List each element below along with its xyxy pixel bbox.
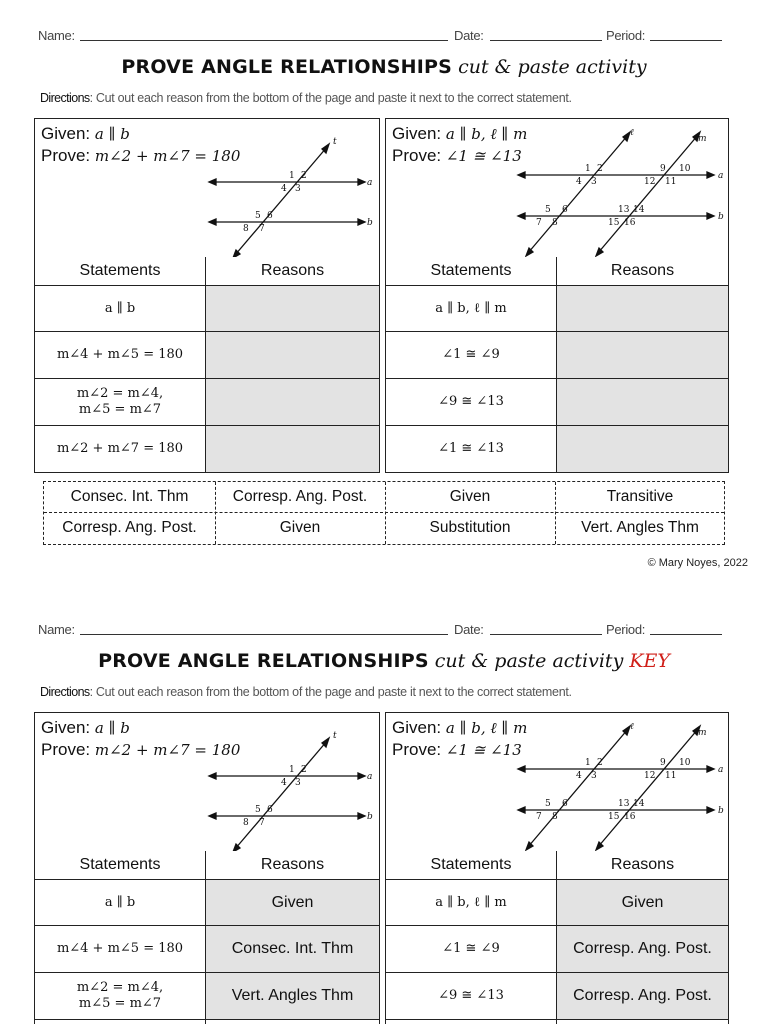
angle-4: 4 — [281, 184, 287, 194]
given-label: Given: — [392, 124, 446, 143]
angle-4: 4 — [576, 177, 582, 187]
directions — [40, 91, 572, 105]
student-info-line — [38, 28, 724, 46]
statement-3-line2: m∠5 = m∠7 — [78, 996, 162, 1011]
angle-6: 6 — [267, 211, 273, 221]
parallel-lines-diagram — [514, 125, 728, 257]
angle-6: 6 — [562, 205, 568, 215]
label-b: b — [718, 212, 724, 222]
statement-4: ∠1 ≅ ∠13 — [438, 441, 504, 456]
directions-label: Directions — [40, 91, 90, 105]
title-sub: cut & paste activity — [458, 56, 647, 78]
statement-2: m∠4 + m∠5 = 180 — [56, 347, 184, 362]
prove-label: Prove: — [392, 146, 446, 165]
statements-header: Statements — [430, 262, 512, 279]
arrow-right-a — [358, 179, 365, 185]
given-label: Given: — [392, 718, 446, 737]
angle-3: 3 — [295, 778, 301, 788]
reasons-header: Reasons — [610, 262, 675, 279]
label-m: m — [698, 134, 707, 144]
angle-8: 8 — [552, 218, 558, 228]
statements-header: Statements — [79, 262, 161, 279]
statement-1: a ∥ b — [104, 300, 136, 316]
transversal-t — [235, 147, 327, 255]
angle-3: 3 — [295, 184, 301, 194]
angle-10: 10 — [679, 164, 691, 174]
statement-3: ∠9 ≅ ∠13 — [438, 394, 504, 409]
title-sub: cut & paste activity — [434, 650, 624, 672]
angle-9: 9 — [660, 164, 666, 174]
angle-3: 3 — [591, 771, 597, 781]
prove-statement: ∠1 ≅ ∠13 — [445, 147, 522, 165]
name-label: Name: — [38, 28, 75, 43]
parallel-lines-diagram — [514, 719, 728, 851]
arrow-right-a — [707, 172, 714, 178]
angle-3: 3 — [591, 177, 597, 187]
period-label: Period: — [606, 28, 646, 43]
arrow-left-a — [518, 172, 525, 178]
label-t: t — [333, 731, 337, 741]
name-field[interactable] — [80, 622, 448, 635]
period-label: Period: — [606, 622, 646, 637]
reason-answer-3: Vert. Angles Thm — [206, 973, 379, 1019]
angle-16: 16 — [624, 812, 636, 822]
angle-5: 5 — [255, 211, 261, 221]
parallel-lines-diagram — [205, 131, 380, 257]
reason-slot-1[interactable] — [557, 286, 728, 331]
angle-13: 13 — [618, 205, 630, 215]
prove-label: Prove: — [392, 740, 446, 759]
angle-6: 6 — [267, 805, 273, 815]
statement-2: ∠1 ≅ ∠9 — [442, 941, 500, 956]
angle-7: 7 — [259, 224, 265, 234]
label-m: m — [698, 728, 707, 738]
statement-3-line2: m∠5 = m∠7 — [78, 402, 162, 417]
statement-1: a ∥ b, ℓ ∥ m — [435, 894, 507, 910]
label-a: a — [367, 772, 373, 782]
angle-1: 1 — [585, 164, 591, 174]
reason-slot-3[interactable] — [557, 379, 728, 425]
angle-7: 7 — [259, 818, 265, 828]
label-a: a — [367, 178, 373, 188]
given-statement: a ∥ b, ℓ ∥ m — [445, 719, 528, 737]
proof-table-left-key — [34, 712, 380, 1024]
given-label: Given: — [41, 124, 95, 143]
statement-4: m∠2 + m∠7 = 180 — [56, 441, 184, 456]
reason-answer-1: Given — [206, 880, 379, 925]
arrow-right-b — [358, 219, 365, 225]
label-b: b — [718, 806, 724, 816]
angle-14: 14 — [633, 799, 645, 809]
statement-2: ∠1 ≅ ∠9 — [442, 347, 500, 362]
date-label: Date: — [454, 622, 484, 637]
angle-13: 13 — [618, 799, 630, 809]
angle-7: 7 — [536, 218, 542, 228]
angle-9: 9 — [660, 758, 666, 768]
angle-2: 2 — [597, 758, 603, 768]
angle-8: 8 — [243, 224, 249, 234]
arrow-right-b — [707, 213, 714, 219]
student-info-line — [38, 622, 724, 640]
proof-table-left — [34, 118, 380, 473]
date-label: Date: — [454, 28, 484, 43]
statements-header: Statements — [430, 856, 512, 873]
prove-statement: m∠2 + m∠7 = 180 — [94, 147, 241, 165]
angle-1: 1 — [289, 171, 295, 181]
period-field[interactable] — [650, 28, 722, 41]
angle-4: 4 — [576, 771, 582, 781]
angle-8: 8 — [243, 818, 249, 828]
reason-slot-3[interactable] — [206, 379, 379, 425]
title-key: KEY — [629, 650, 670, 672]
directions-text: : Cut out each reason from the bottom of the page and paste it next to the correct statement. — [89, 685, 572, 699]
cutout-card[interactable]: Corresp. Ang. Post. — [62, 519, 197, 536]
angle-2: 2 — [301, 171, 307, 181]
angle-6: 6 — [562, 799, 568, 809]
page-title — [0, 650, 768, 672]
arrow-left-a — [209, 179, 216, 185]
statement-3: ∠9 ≅ ∠13 — [438, 988, 504, 1003]
statement-2: m∠4 + m∠5 = 180 — [56, 941, 184, 956]
label-a: a — [718, 171, 724, 181]
directions — [40, 685, 572, 699]
arrow-left-b — [209, 219, 216, 225]
page-title — [0, 56, 768, 78]
statement-3-line1: m∠2 = m∠4, — [76, 980, 164, 995]
label-a: a — [718, 765, 724, 775]
given-prove — [392, 123, 527, 167]
prove-statement: ∠1 ≅ ∠13 — [445, 741, 522, 759]
label-l: ℓ — [630, 128, 634, 138]
reason-slot-2[interactable] — [206, 332, 379, 378]
name-label: Name: — [38, 622, 75, 637]
given-statement: a ∥ b — [94, 719, 130, 737]
cutout-card[interactable]: Given — [449, 488, 491, 505]
statements-header: Statements — [79, 856, 161, 873]
angle-7: 7 — [536, 812, 542, 822]
reason-answer-1: Given — [557, 880, 728, 925]
cutout-card[interactable]: Consec. Int. Thm — [70, 488, 189, 505]
cutout-reasons — [43, 481, 725, 545]
reasons-header: Reasons — [610, 856, 675, 873]
row-divider — [386, 1019, 728, 1020]
answer-key-section — [0, 594, 768, 1024]
directions-label: Directions — [40, 685, 90, 699]
period-field[interactable] — [650, 622, 722, 635]
angle-12: 12 — [644, 771, 656, 781]
prove-statement: m∠2 + m∠7 = 180 — [94, 741, 241, 759]
statement-3 — [35, 973, 205, 1019]
cutout-card[interactable]: Substitution — [429, 519, 511, 536]
angle-2: 2 — [597, 164, 603, 174]
given-label: Given: — [41, 718, 95, 737]
cutout-card[interactable]: Transitive — [606, 488, 674, 505]
statement-3-line1: m∠2 = m∠4, — [76, 386, 164, 401]
reason-answer-3: Corresp. Ang. Post. — [557, 973, 728, 1019]
date-field[interactable] — [490, 28, 602, 41]
proof-table-right — [385, 118, 729, 473]
reason-slot-2[interactable] — [557, 332, 728, 378]
given-prove — [392, 717, 527, 761]
title-main: PROVE ANGLE RELATIONSHIPS — [98, 650, 429, 672]
angle-1: 1 — [289, 765, 295, 775]
angle-15: 15 — [608, 812, 620, 822]
proof-table-right-key — [385, 712, 729, 1024]
directions-text: : Cut out each reason from the bottom of the page and paste it next to the correct statement. — [89, 91, 572, 105]
angle-16: 16 — [624, 218, 636, 228]
prove-label: Prove: — [41, 146, 95, 165]
row-divider — [35, 1019, 379, 1020]
angle-11: 11 — [665, 177, 677, 187]
angle-10: 10 — [679, 758, 691, 768]
reason-answer-2: Consec. Int. Thm — [206, 926, 379, 972]
angle-11: 11 — [665, 771, 677, 781]
angle-1: 1 — [585, 758, 591, 768]
label-b: b — [367, 218, 373, 228]
name-field[interactable] — [80, 28, 448, 41]
cutout-card[interactable]: Vert. Angles Thm — [581, 519, 699, 536]
angle-12: 12 — [644, 177, 656, 187]
angle-8: 8 — [552, 812, 558, 822]
cutout-card[interactable]: Given — [279, 519, 321, 536]
reason-answer-2: Corresp. Ang. Post. — [557, 926, 728, 972]
angle-5: 5 — [255, 805, 261, 815]
statement-1: a ∥ b — [104, 894, 136, 910]
cutout-card[interactable]: Corresp. Ang. Post. — [232, 488, 368, 505]
angle-14: 14 — [633, 205, 645, 215]
reason-slot-4[interactable] — [557, 426, 728, 472]
statement-3 — [35, 379, 205, 425]
copyright: © Mary Noyes, 2022 — [647, 557, 748, 569]
reasons-header: Reasons — [260, 856, 325, 873]
statement-1: a ∥ b, ℓ ∥ m — [435, 300, 507, 316]
angle-5: 5 — [545, 205, 551, 215]
angle-5: 5 — [545, 799, 551, 809]
label-l: ℓ — [630, 722, 634, 732]
angle-15: 15 — [608, 218, 620, 228]
reasons-header: Reasons — [260, 262, 325, 279]
angle-4: 4 — [281, 778, 287, 788]
angle-2: 2 — [301, 765, 307, 775]
label-b: b — [367, 812, 373, 822]
reason-slot-4[interactable] — [206, 426, 379, 472]
label-t: t — [333, 137, 337, 147]
parallel-lines-diagram — [205, 725, 380, 851]
title-main: PROVE ANGLE RELATIONSHIPS — [121, 56, 453, 78]
prove-label: Prove: — [41, 740, 95, 759]
reason-slot-1[interactable] — [206, 286, 379, 331]
given-statement: a ∥ b — [94, 125, 130, 143]
date-field[interactable] — [490, 622, 602, 635]
given-statement: a ∥ b, ℓ ∥ m — [445, 125, 528, 143]
arrow-left-b — [518, 213, 525, 219]
